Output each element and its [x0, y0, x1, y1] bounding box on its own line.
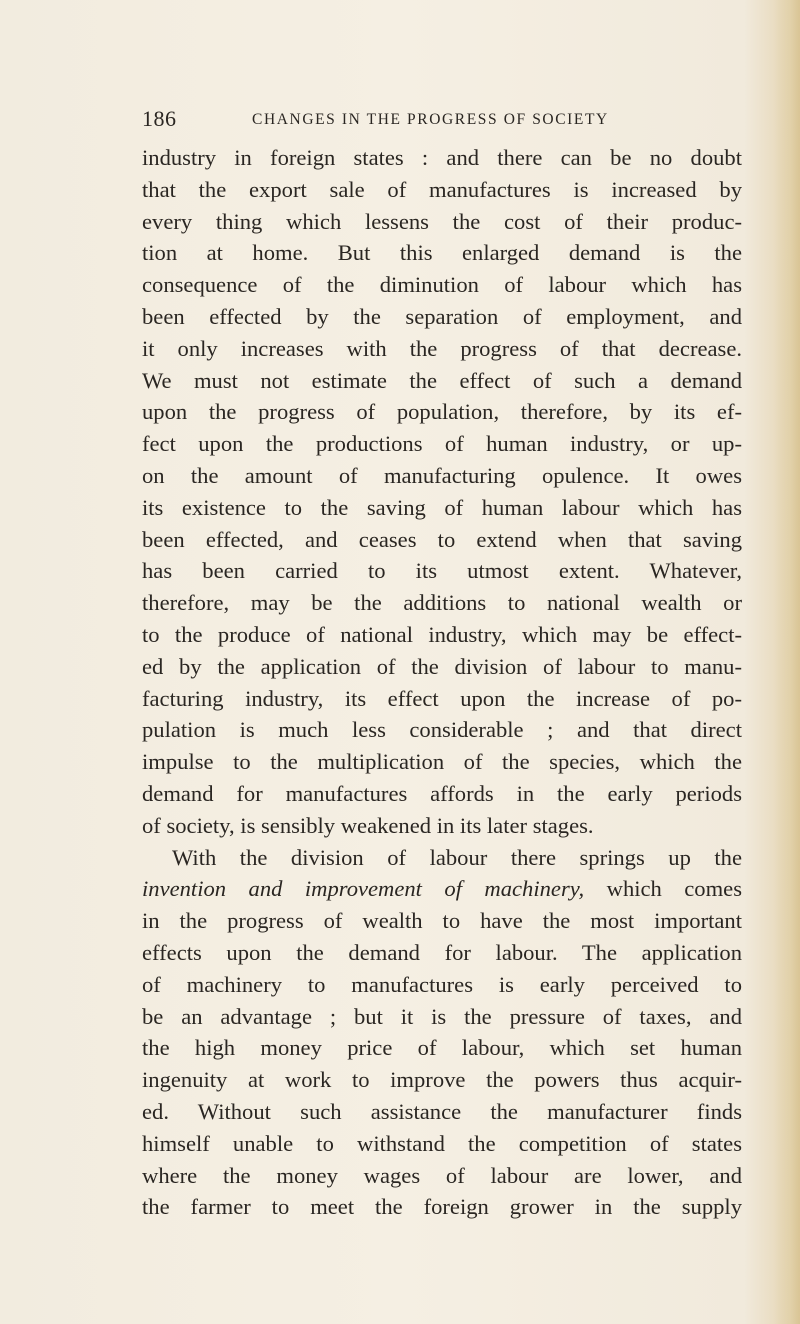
text-line: impulse to the multiplication of the species, which the [142, 749, 742, 775]
text-line: facturing industry, its effect upon the increase of po- [142, 685, 742, 711]
text-line: on the amount of manufacturing opulence. It owes [142, 462, 742, 488]
paragraph-end-line: of society, is sensibly weakened in its later stages. [142, 812, 594, 838]
text-line: ed. Without such assistance the manufacturer finds [142, 1098, 742, 1124]
text-line: tion at home. But this enlarged demand is the [142, 240, 742, 266]
text-line: upon the progress of population, therefore, by its ef- [142, 399, 742, 425]
text-line-with-italic [142, 873, 742, 905]
text-line: fect upon the productions of human industry, or up- [142, 431, 742, 457]
text-line: its existence to the saving of human labour which has [142, 494, 742, 520]
text-line: therefore, may be the additions to national wealth or [142, 590, 742, 616]
text-line: it only increases with the progress of that decrease. [142, 335, 742, 361]
text-line: effects upon the demand for labour. The application [142, 939, 742, 965]
text-line: consequence of the diminution of labour which has [142, 272, 742, 298]
page-number: 186 [142, 106, 177, 131]
text-line: be an advantage ; but it is the pressure of taxes, and [142, 1003, 742, 1029]
text-line: himself unable to withstand the competition of states [142, 1130, 742, 1156]
text-line: in the progress of wealth to have the most important [142, 908, 742, 934]
body-text [142, 142, 742, 1223]
text-line: ed by the application of the division of labour to manu- [142, 653, 742, 679]
text-line: the high money price of labour, which set human [142, 1035, 742, 1061]
text-line: has been carried to its utmost extent. Whatever, [142, 558, 742, 584]
text-line: been effected by the separation of employment, and [142, 303, 742, 329]
text-line: of machinery to manufactures is early perceived to [142, 971, 742, 997]
paragraph-start-line: With the division of labour there springs up the [172, 844, 742, 870]
page-header [142, 104, 742, 134]
text-line: demand for manufactures affords in the early periods [142, 780, 742, 806]
text-line: ingenuity at work to improve the powers thus acquir- [142, 1067, 742, 1093]
text-line: been effected, and ceases to extend when that saving [142, 526, 742, 552]
running-title: CHANGES IN THE PROGRESS OF SOCIETY [252, 111, 609, 128]
text-line: the farmer to meet the foreign grower in the supply [142, 1194, 742, 1220]
text-line: We must not estimate the effect of such a demand [142, 367, 742, 393]
text-line: that the export sale of manufactures is increased by [142, 176, 742, 202]
italic-phrase: invention and improvement of machinery, [142, 876, 585, 902]
text-line: to the produce of national industry, which may be effect- [142, 621, 742, 647]
text-line: pulation is much less considerable ; and that direct [142, 717, 742, 743]
text-fragment: which comes [584, 876, 742, 902]
text-line: every thing which lessens the cost of their produc- [142, 208, 742, 234]
page-edge-stain [774, 0, 800, 1324]
text-line: where the money wages of labour are lower, and [142, 1162, 742, 1188]
text-line: industry in foreign states : and there can be no doubt [142, 145, 742, 170]
